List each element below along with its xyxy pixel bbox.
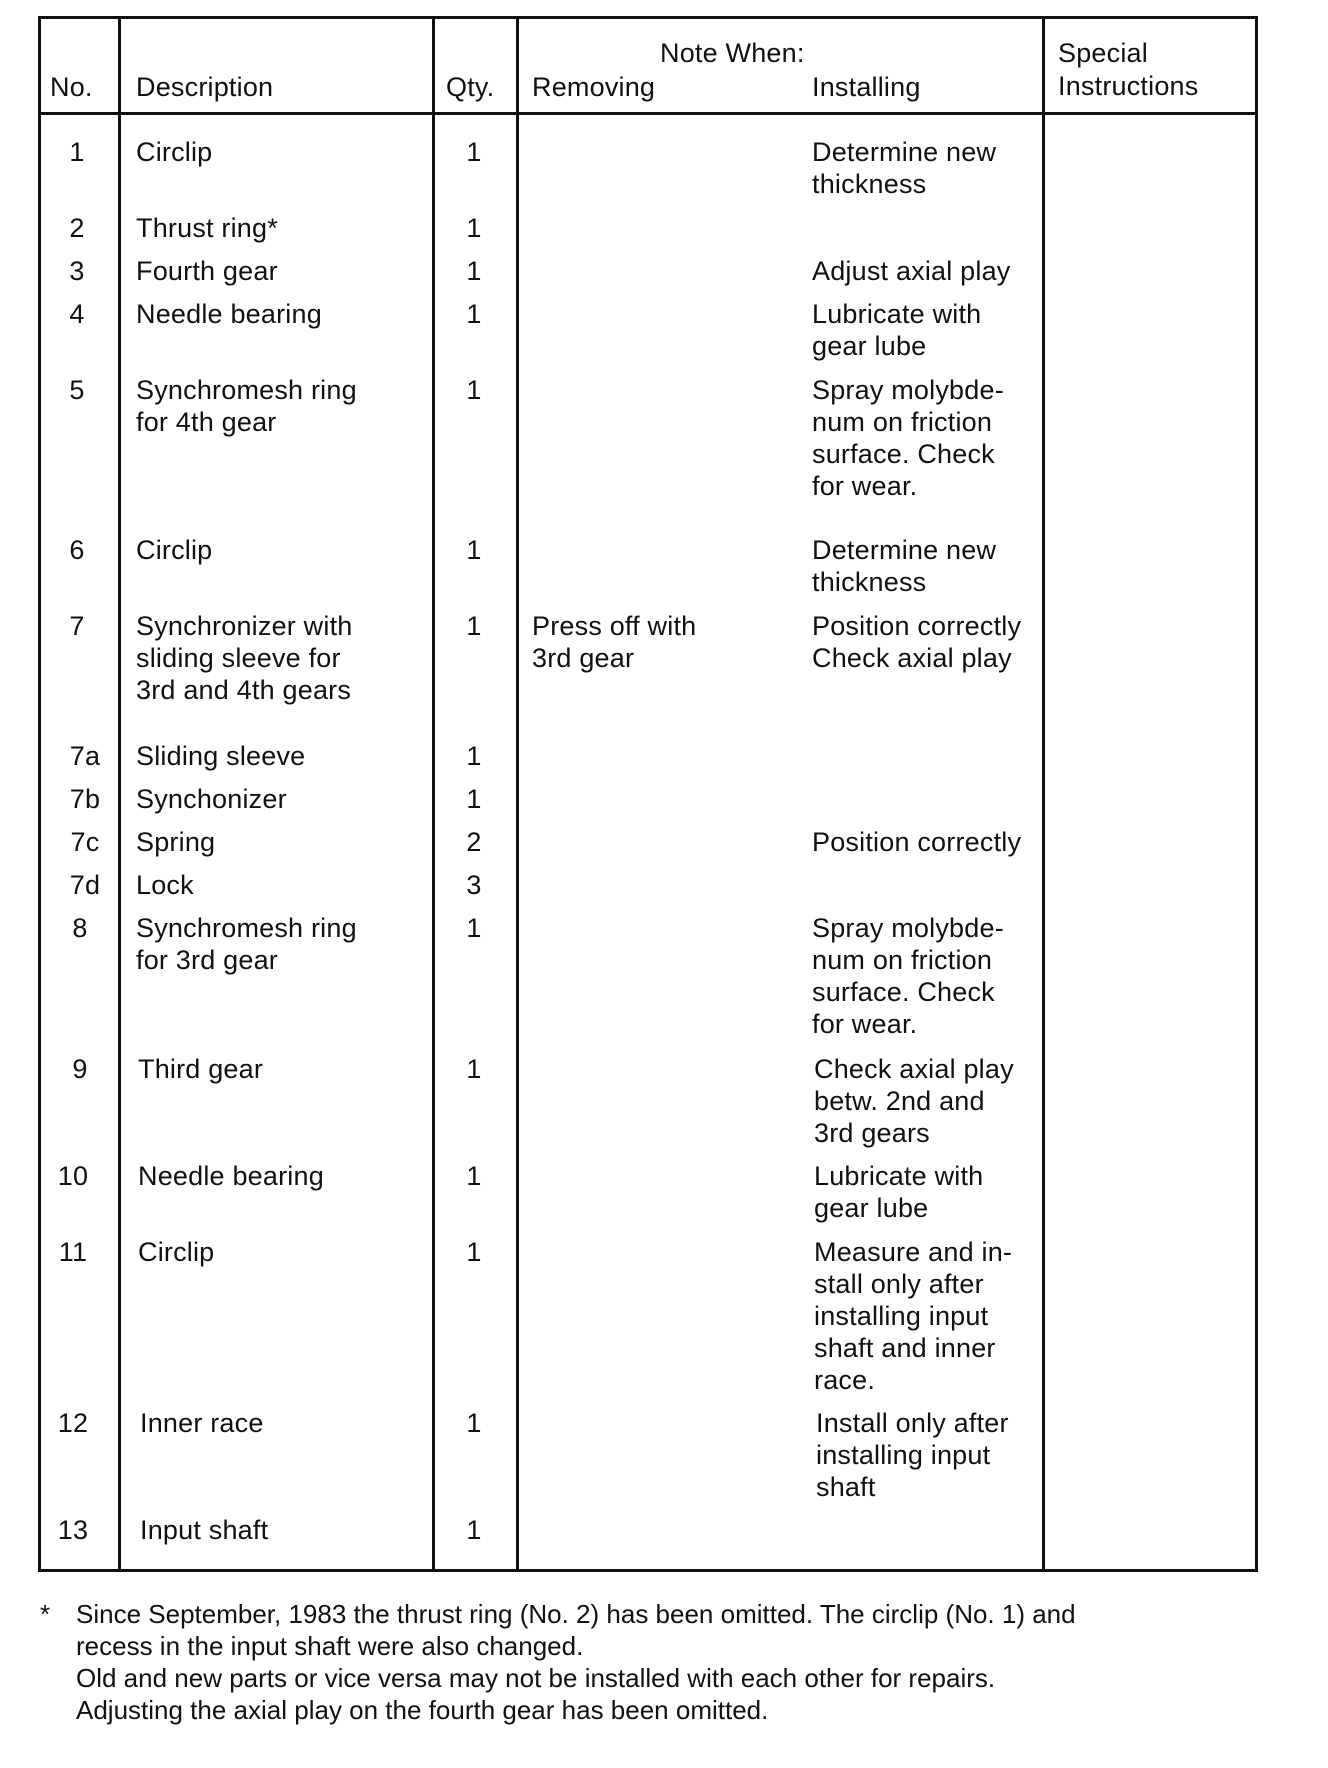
row-qty: 1 [466,213,482,243]
row-installing: Spray molybde- num on friction surface. Check for wear. [812,913,1004,1039]
row-qty: 1 [466,1408,482,1438]
row-no: 7 [69,611,85,641]
header-installing: Installing [812,72,921,102]
footnote-text: Since September, 1983 the thrust ring (No. 2) has been omitted. The circlip (No. 1) and recess in the input shaft were also changed. Old and new parts or vice versa may not be installed with each other for repairs. Adjusting the axial play on the fourth gear has been omitted. [76,1599,1076,1725]
row-description: Third gear [138,1054,264,1084]
row-no: 4 [69,299,85,329]
header-description: Description [136,72,274,102]
header-no: No. [50,72,93,102]
row-installing: Spray molybde- num on friction surface. Check for wear. [812,375,1004,501]
row-description: Synchronizer with sliding sleeve for 3rd and 4th gears [136,611,353,705]
row-installing: Position correctly Check axial play [812,611,1022,673]
row-no: 7d [69,870,101,900]
header-note-when: Note When: [660,38,805,68]
row-installing: Position correctly [812,827,1022,857]
row-no: 2 [69,213,85,243]
row-no: 7a [69,741,101,771]
row-no: 7c [70,827,100,857]
row-installing: Lubricate with gear lube [812,299,982,361]
header-qty: Qty. [446,72,495,102]
row-installing: Measure and in- stall only after installing input shaft and inner race. [814,1237,1013,1395]
row-qty: 1 [466,741,482,771]
row-description: Circlip [136,137,213,167]
row-description: Lock [136,870,194,900]
row-installing: Adjust axial play [812,256,1011,286]
row-no: 8 [72,913,88,943]
column-divider [1042,16,1045,1572]
row-description: Fourth gear [136,256,278,286]
row-no: 5 [69,375,85,405]
row-installing: Check axial play betw. 2nd and 3rd gears [814,1054,1014,1148]
row-qty: 1 [466,535,482,565]
row-qty: 3 [466,870,482,900]
row-no: 13 [57,1515,89,1545]
row-description: Inner race [140,1408,264,1438]
row-no: 7b [69,784,101,814]
row-qty: 1 [466,256,482,286]
row-installing: Determine new thickness [812,137,997,199]
row-description: Spring [136,827,216,857]
row-description: Synchromesh ring for 3rd gear [136,913,357,975]
row-no: 11 [58,1237,88,1267]
footnote-marker: * [40,1599,51,1629]
row-installing: Determine new thickness [812,535,997,597]
row-qty: 1 [466,913,482,943]
column-divider [516,16,519,1572]
row-description: Circlip [136,535,213,565]
row-no: 6 [69,535,85,565]
row-qty: 1 [466,784,482,814]
row-description: Input shaft [140,1515,269,1545]
row-description: Thrust ring* [136,213,278,243]
row-qty: 2 [466,827,482,857]
header-special-instructions: Special Instructions [1058,38,1199,101]
row-description: Sliding sleeve [136,741,306,771]
row-qty: 1 [466,1515,482,1545]
row-installing: Lubricate with gear lube [814,1161,984,1223]
row-qty: 1 [466,137,482,167]
row-description: Needle bearing [136,299,322,329]
row-description: Synchromesh ring for 4th gear [136,375,357,437]
header-removing: Removing [532,72,656,102]
row-qty: 1 [466,375,482,405]
row-qty: 1 [466,1161,482,1191]
row-description: Circlip [138,1237,215,1267]
row-no: 9 [72,1054,88,1084]
row-no: 12 [57,1408,89,1438]
row-qty: 1 [466,1054,482,1084]
row-qty: 1 [466,1237,482,1267]
row-no: 3 [69,256,85,286]
row-installing: Install only after installing input shaft [816,1408,1009,1502]
row-qty: 1 [466,299,482,329]
row-no: 10 [57,1161,89,1191]
row-description: Synchonizer [136,784,287,814]
row-qty: 1 [466,611,482,641]
row-no: 1 [69,137,85,167]
row-description: Needle bearing [138,1161,324,1191]
header-divider [38,112,1258,115]
row-removing: Press off with 3rd gear [532,611,697,673]
